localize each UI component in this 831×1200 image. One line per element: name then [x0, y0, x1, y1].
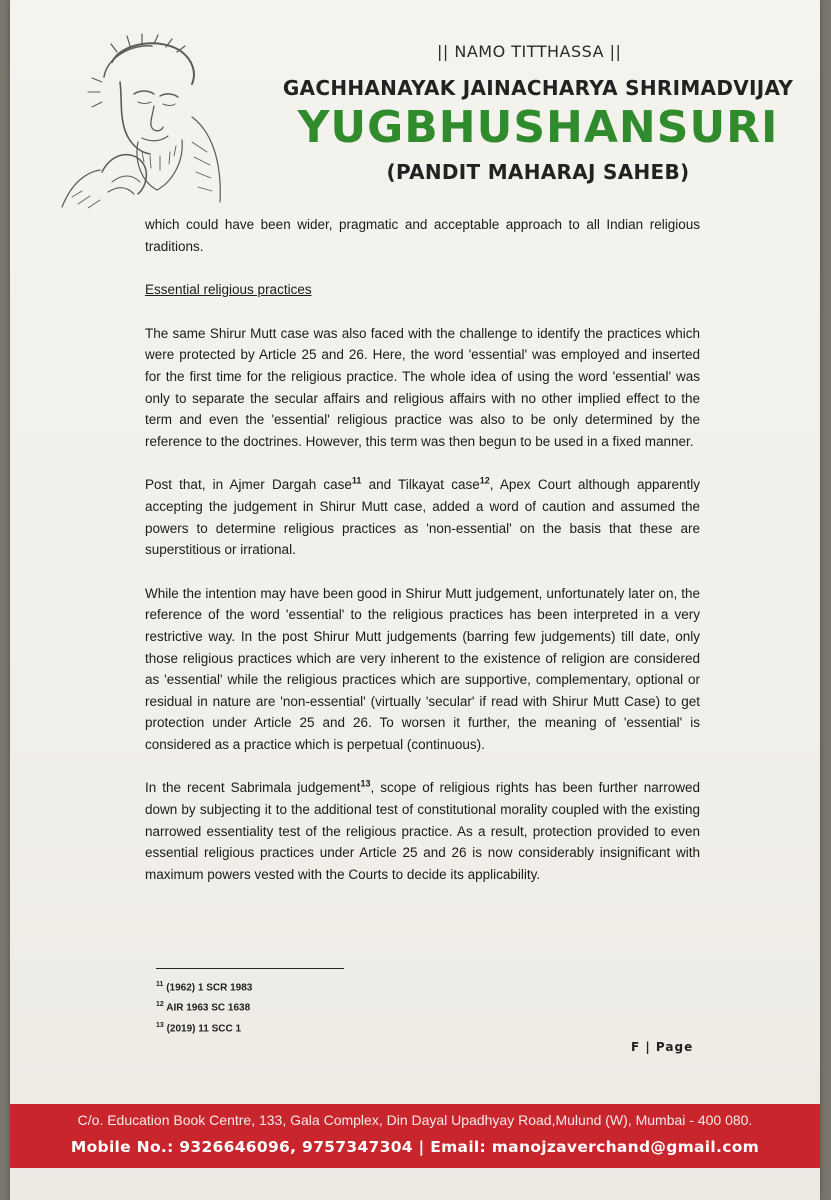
- footnote-item: $^{12}$ AIR 1963 SC 1638: [156, 1001, 251, 1014]
- footnote-item: $^{11}$ (1962) 1 SCR 1983: [156, 981, 253, 994]
- invocation-text: || NAMO TITTHASSA ||: [437, 42, 622, 61]
- paragraph-2: Post that, in Ajmer Dargah case$^{11}$ and Tilkayat case$^{12}$, Apex Court although apparently accepting the judgement in Shirur Mutt case, added a word of caution and assumed the powers to determine religious practices as 'non-essential' on the basis that these are superstitious or irrational.: [145, 475, 701, 558]
- header-title: YUGBHUSHANSURI: [297, 102, 779, 153]
- section-heading: Essential religious practices: [145, 282, 312, 298]
- footnote-ref-11[interactable]: 11: [351, 475, 362, 486]
- document-page: [10, 0, 820, 1200]
- footnote-item: $^{13}$ (2019) 11 SCC 1: [156, 1021, 242, 1034]
- portrait-sketch-icon: [42, 22, 242, 217]
- footnotes: [156, 976, 252, 1037]
- paragraph-3: While the intention may have been good in Shirur Mutt judgement, unfortunately later on, the reference of the word 'essential' to the religious practices has been interpreted in a very restrictive way. In the post Shirur Mutt judgements (barring few judgements) till date, only those religious practices which are very inherent to the existence of religion are considered as 'essential' while the religious practices which are supportive, complementary, optional or residual in nature are 'non-essential' (virtually 'secular' if read with Shirur Mutt Case) to get protection under Article 25 and 26. To worsen it further, the meaning of 'essential' is considered as a practice which is perpetual (continuous).: [145, 585, 700, 752]
- header-subtitle: (PANDIT MAHARAJ SAHEB): [386, 160, 690, 184]
- footer-contact: Mobile No.: 9326646096, 9757347304 | Email: manojzaverchand@gmail.com: [70, 1138, 760, 1156]
- footnote-ref-12[interactable]: 12: [479, 475, 490, 486]
- footnote-ref-13[interactable]: 13: [360, 778, 371, 789]
- paragraph-1: The same Shirur Mutt case was also faced with the challenge to identify the practices which were protected by Article 25 and 26. Here, the word 'essential' was employed and inserted for the first time for the religious practice. The whole idea of using the word 'essential' was only to separate the secular affairs and religious affairs with no other implied effect to the term and even the 'essential' religious practice was also to be only determined by the reference to the doctrines. However, this term was then begun to be used in a fixed manner.: [145, 325, 700, 449]
- footer-band: [10, 1104, 820, 1168]
- paragraph-4: In the recent Sabrimala judgement$^{13}$, scope of religious rights has been further narrowed down by subjecting it to the additional test of constitutional morality coupled with the existing narrowed essentiality test of the religious practice. As a result, protection provided to even essential religious practices under Article 25 and 26 is now considerably insignificant with maximum powers vested with the Courts to decide its applicability.: [145, 778, 700, 882]
- header-name-line: GACHHANAYAK JAINACHARYA SHRIMADVIJAY: [282, 76, 794, 100]
- document-body: [145, 214, 700, 907]
- page-number: F | Page: [631, 1040, 694, 1054]
- footnote-divider: [156, 968, 344, 969]
- intro-paragraph: which could have been wider, pragmatic and acceptable approach to all Indian religious traditions.: [145, 217, 700, 254]
- footer-address: C/o. Education Book Centre, 133, Gala Complex, Din Dayal Upadhyay Road,Mulund (W), Mumbai - 400 080.: [77, 1112, 753, 1128]
